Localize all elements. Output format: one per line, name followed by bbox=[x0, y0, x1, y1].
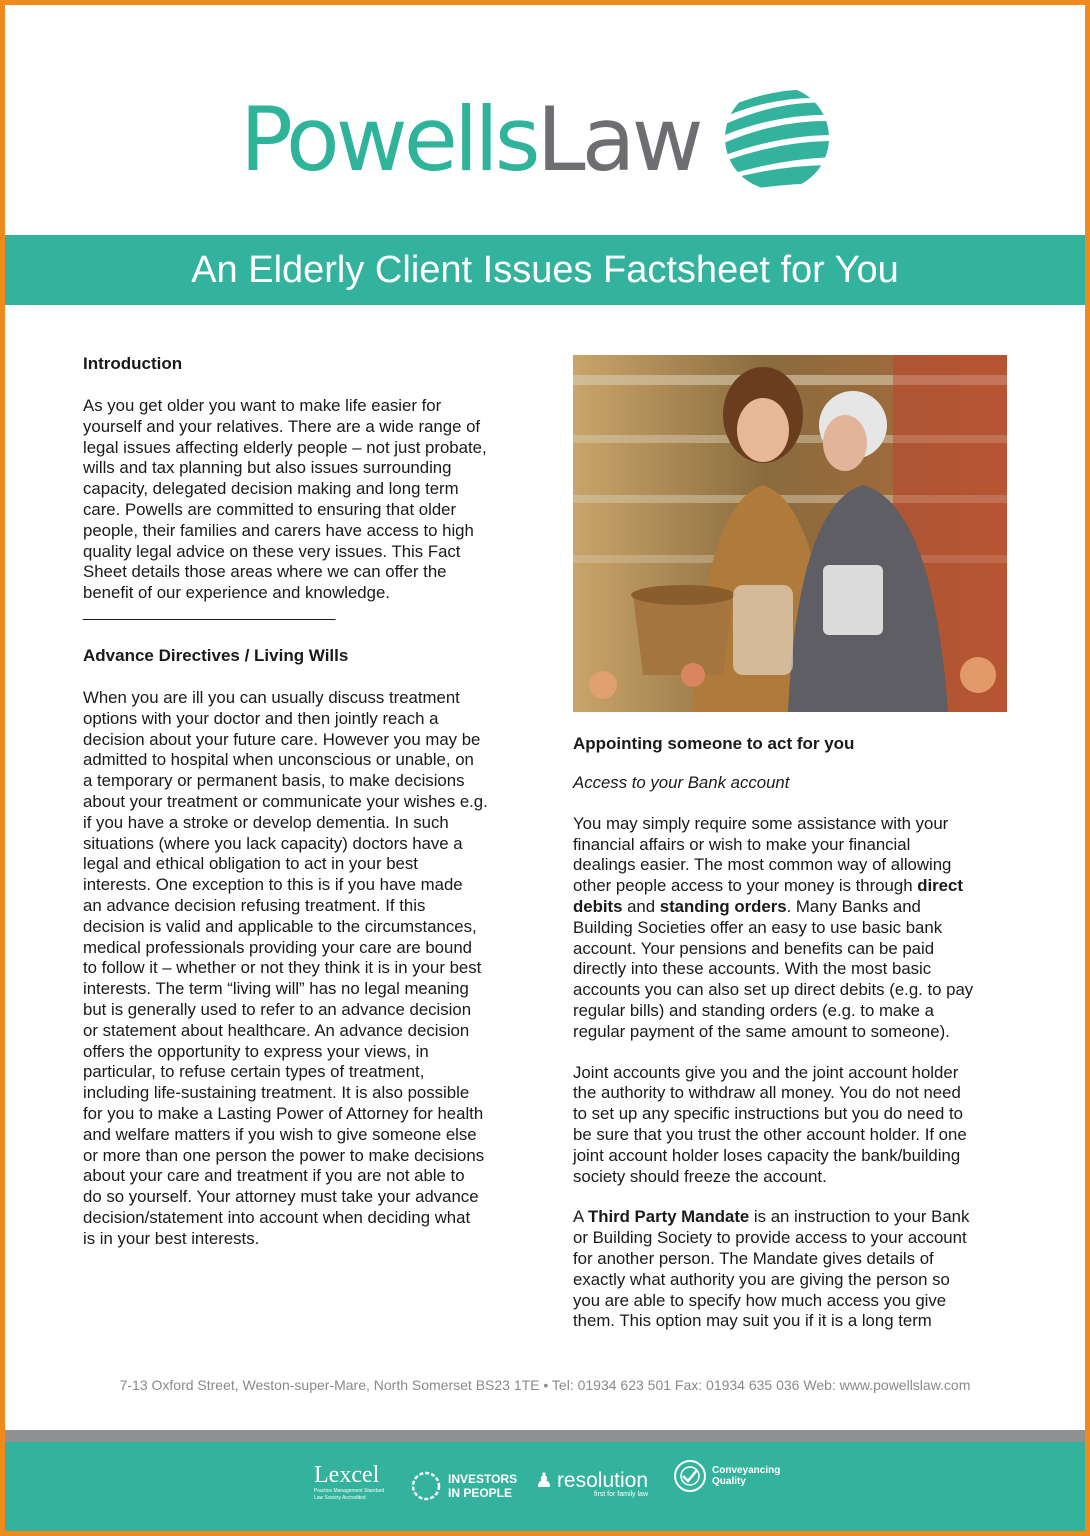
text-line: yourself and your relatives. There are a wide range of bbox=[83, 416, 481, 436]
text-line bbox=[573, 876, 1013, 897]
text-line: or statement about healthcare. An advance decision bbox=[83, 1020, 470, 1040]
text-line: is in your best interests. bbox=[83, 1228, 260, 1248]
introduction-heading: Introduction bbox=[83, 354, 183, 373]
text-line: you are able to specify how much access you give bbox=[573, 1290, 947, 1310]
introduction-paragraph bbox=[83, 396, 528, 604]
text-line: about your care and treatment if you are not able to bbox=[83, 1166, 465, 1186]
bold-term: standing orders bbox=[659, 896, 787, 916]
text-line: options with your doctor and then jointly reach a bbox=[83, 708, 439, 728]
text-line: joint account holder loses capacity the bank/building bbox=[573, 1145, 961, 1165]
text-line: to follow it – whether or not they think it is in your best bbox=[83, 958, 482, 978]
text-span: . Many Banks and bbox=[786, 896, 921, 916]
text-line: accounts you can also set up direct debits (e.g. to pay bbox=[573, 980, 974, 1000]
people-icon: ♟ bbox=[535, 1470, 553, 1492]
text-line: wills and tax planning but also issues surrounding bbox=[83, 458, 452, 478]
text-line: legal issues affecting elderly people – not just probate, bbox=[83, 437, 487, 457]
bold-term: debits bbox=[573, 896, 623, 916]
footer-divider-bar bbox=[5, 1430, 1085, 1442]
text-line: financial affairs or wish to make your financial bbox=[573, 834, 911, 854]
conveyancing-line: Conveyancing bbox=[712, 1465, 781, 1476]
text-line: be sure that you trust the other account holder. If one bbox=[573, 1124, 967, 1144]
text-line: or Building Society to provide access to your account bbox=[573, 1228, 967, 1248]
text-span: is an instruction to your Bank bbox=[749, 1207, 970, 1227]
text-line: Sheet details those areas where we can offer the bbox=[83, 562, 447, 582]
resolution-text: resolution bbox=[556, 1468, 648, 1492]
text-line bbox=[573, 897, 1013, 918]
text-line: and welfare matters if you wish to give someone else bbox=[83, 1124, 477, 1144]
right-column bbox=[573, 732, 1013, 1332]
text-line: benefit of our experience and knowledge. bbox=[83, 583, 390, 603]
footer-address: 7-13 Oxford Street, Weston-super-Mare, North Somerset BS23 1TE • Tel: 01934 623 501 Fax: 01934 635 036 Web: www.powellslaw.com bbox=[119, 1377, 971, 1393]
text-line: account. Your pensions and benefits can be paid bbox=[573, 938, 935, 958]
resolution-subtext: first for family law bbox=[593, 1491, 648, 1498]
lexcel-subtext: Practice Management Standard bbox=[314, 1488, 385, 1494]
investors-in-people-logo bbox=[410, 1470, 517, 1502]
text-line: offers the opportunity to express your views, in bbox=[83, 1041, 429, 1061]
shopping-photo bbox=[573, 355, 1007, 712]
title-banner bbox=[5, 235, 1085, 305]
text-line: including life-sustaining treatment. It is also possible bbox=[83, 1083, 470, 1103]
bold-term: Third Party Mandate bbox=[587, 1207, 750, 1227]
text-line: You may simply require some assistance with your bbox=[573, 813, 949, 833]
logo-law-text: Law bbox=[536, 88, 700, 191]
conveyancing-line: Quality bbox=[712, 1476, 746, 1487]
bank-access-paragraph bbox=[573, 814, 1013, 1043]
iip-line: INVESTORS bbox=[448, 1472, 518, 1486]
text-line: quality legal advice on these very issues. This Fact bbox=[83, 541, 461, 561]
powells-law-logo bbox=[240, 80, 860, 200]
text-line bbox=[573, 1207, 1013, 1228]
advance-directives-heading: Advance Directives / Living Wills bbox=[83, 645, 349, 665]
text-line: Joint accounts give you and the joint account holder bbox=[573, 1062, 959, 1082]
text-line: decision about your future care. However you may be bbox=[83, 729, 481, 749]
text-line: decision/statement into account when deciding what bbox=[83, 1207, 471, 1227]
swoosh-globe-icon bbox=[715, 83, 835, 193]
text-line: decision is valid and applicable to the circumstances, bbox=[83, 916, 477, 936]
text-line: As you get older you want to make life easier for bbox=[83, 396, 442, 415]
text-line: about your treatment or communicate your wishes e.g. bbox=[83, 791, 488, 811]
text-line: a temporary or permanent basis, to make decisions bbox=[83, 771, 465, 791]
text-line: directly into these accounts. With the most basic bbox=[573, 959, 932, 979]
text-line: When you are ill you can usually discuss treatment bbox=[83, 687, 460, 707]
iip-line: IN PEOPLE bbox=[448, 1486, 513, 1500]
text-line: interests. The term “living will” has no legal meaning bbox=[83, 979, 469, 999]
text-line: an advance decision refusing treatment. If this bbox=[83, 895, 426, 915]
bold-term: direct bbox=[917, 876, 963, 896]
law-society-seal-icon bbox=[672, 1458, 708, 1494]
page-title: An Elderly Client Issues Factsheet for You bbox=[191, 248, 899, 291]
text-line: for another person. The Mandate gives details of bbox=[573, 1248, 934, 1268]
logo-powells-text: Powells bbox=[240, 88, 537, 191]
text-line: care. Powells are committed to ensuring that older bbox=[83, 499, 457, 519]
text-line: dealings easier. The most common way of allowing bbox=[573, 855, 952, 875]
left-column bbox=[83, 352, 528, 1249]
text-line: Building Societies offer an easy to use basic bank bbox=[573, 917, 943, 937]
text-line: do so yourself. Your attorney must take your advance bbox=[83, 1187, 479, 1207]
text-line: capacity, delegated decision making and long term bbox=[83, 479, 459, 499]
text-line: but is generally used to refer to an advance decision bbox=[83, 999, 472, 1019]
advance-directives-paragraph bbox=[83, 688, 528, 1250]
text-line: particular, to refuse certain types of treatment, bbox=[83, 1062, 425, 1082]
text-line: them. This option may suit you if it is a long term bbox=[573, 1311, 932, 1331]
appointing-heading: Appointing someone to act for you bbox=[573, 734, 855, 753]
text-line: people, their families and carers have access to high bbox=[83, 520, 474, 540]
joint-accounts-paragraph bbox=[573, 1063, 1013, 1188]
text-line: if you have a stroke or develop dementia. In such bbox=[83, 812, 449, 832]
text-line: or more than one person the power to make decisions bbox=[83, 1145, 485, 1165]
text-span: other people access to your money is through bbox=[573, 876, 918, 896]
text-line: medical professionals providing your care are bound bbox=[83, 937, 472, 957]
text-line: regular bills) and standing orders (e.g. to make a bbox=[573, 1000, 934, 1020]
conveyancing-text bbox=[712, 1465, 780, 1487]
text-span: and bbox=[622, 896, 660, 916]
lexcel-logo bbox=[314, 1462, 394, 1502]
section-divider: ______________________________ bbox=[83, 603, 335, 621]
text-line: for you to make a Lasting Power of Attorney for health bbox=[83, 1103, 484, 1123]
text-line: the authority to withdraw all money. You do not need bbox=[573, 1083, 961, 1103]
bank-account-subheading: Access to your Bank account bbox=[573, 773, 790, 792]
text-line: situations (where you lack capacity) doctors have a bbox=[83, 833, 463, 853]
lexcel-subtext: Law Society Accredited bbox=[314, 1495, 366, 1501]
text-span: A bbox=[573, 1207, 588, 1227]
text-line: exactly what authority you are giving the person so bbox=[573, 1269, 950, 1289]
laurel-icon bbox=[410, 1470, 442, 1502]
text-line: to set up any specific instructions but you do need to bbox=[573, 1104, 963, 1124]
lexcel-text: Lexcel bbox=[314, 1462, 380, 1488]
conveyancing-quality-logo bbox=[672, 1458, 780, 1494]
resolution-logo bbox=[535, 1468, 648, 1498]
third-party-mandate-paragraph bbox=[573, 1207, 1013, 1332]
text-line: regular payment of the same amount to someone). bbox=[573, 1021, 950, 1041]
iip-text bbox=[448, 1472, 517, 1500]
logo-wordmark bbox=[240, 80, 700, 200]
text-line: interests. One exception to this is if you have made bbox=[83, 875, 463, 895]
text-line: society should freeze the account. bbox=[573, 1166, 827, 1186]
text-line: admitted to hospital when unconscious or unable, on bbox=[83, 750, 474, 770]
text-line: legal and ethical obligation to act in your best bbox=[83, 854, 418, 874]
